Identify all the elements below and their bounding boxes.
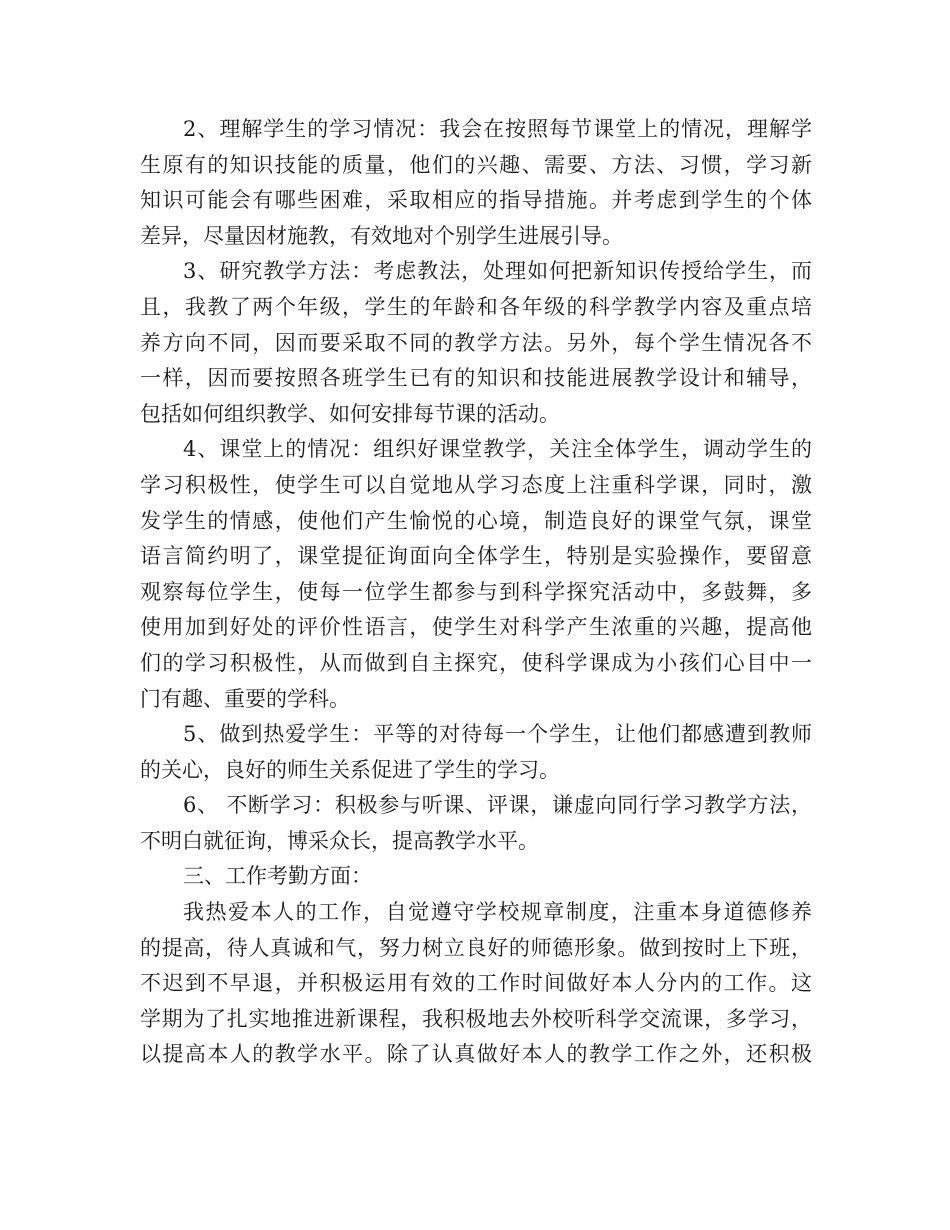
text-line: 包括如何组织教学、如何安排每节课的活动。: [140, 401, 560, 426]
text-line: 差异，尽量因材施教，有效地对个别学生进展引导。: [140, 223, 623, 248]
text-line: 学习积极性，使学生可以自觉地从学习态度上注重科学课，同时，激: [140, 472, 812, 497]
text-line: 以提高本人的教学水平。除了认真做好本人的教学工作之外，还积极: [140, 1042, 812, 1067]
text-line: 3、研究教学方法：考虑教法，处理如何把新知识传授给学生，而: [183, 259, 812, 284]
document-body: [140, 112, 812, 1073]
text-line: 我热爱本人的工作，自觉遵守学校规章制度，注重本身道德修养: [183, 900, 812, 925]
text-line: 6、 不断学习：积极参与听课、评课，谦虚向同行学习教学方法，: [183, 793, 812, 818]
text-line: 2、理解学生的学习情况：我会在按照每节课堂上的情况，理解学: [183, 117, 812, 141]
text-line: 发学生的情感，使他们产生愉悦的心境，制造良好的课堂气氛，课堂: [140, 508, 812, 533]
text-line: 门有趣、重要的学科。: [140, 686, 350, 711]
text-line: 的关心，良好的师生关系促进了学生的学习。: [140, 757, 560, 782]
text-line: 且，我教了两个年级，学生的年龄和各年级的科学教学内容及重点培: [140, 294, 812, 319]
text-line: 不明白就征询，博采众长，提高教学水平。: [140, 828, 539, 853]
text-line: 5、做到热爱学生：平等的对待每一个学生，让他们都感遭到教师: [183, 722, 812, 747]
text-line: 语言简约明了，课堂提征询面向全体学生，特别是实验操作，要留意: [140, 544, 812, 569]
text-line: 使用加到好处的评价性语言，使学生对科学产生浓重的兴趣，提高他: [140, 615, 812, 640]
text-line: 的提高，待人真诚和气，努力树立良好的师德形象。做到按时上下班，: [140, 935, 812, 960]
text-line: 知识可能会有哪些困难，采取相应的指导措施。并考虑到学生的个体: [140, 188, 812, 213]
text-line: 们的学习积极性，从而做到自主探究，使科学课成为小孩们心目中一: [140, 650, 812, 675]
text-line: 4、课堂上的情况：组织好课堂教学，关注全体学生，调动学生的: [183, 437, 812, 462]
text-line: 学期为了扎实地推进新课程，我积极地去外校听科学交流课，多学习，: [140, 1006, 812, 1031]
text-line: 三、工作考勤方面：: [183, 864, 372, 889]
text-line: 不迟到不早退，并积极运用有效的工作时间做好本人分内的工作。这: [140, 971, 812, 996]
text-line: 观察每位学生，使每一位学生都参与到科学探究活动中，多鼓舞，多: [140, 579, 812, 604]
text-line: 生原有的知识技能的质量，他们的兴趣、需要、方法、习惯，学习新: [140, 152, 812, 177]
text-line: 一样，因而要按照各班学生已有的知识和技能进展教学设计和辅导，: [140, 366, 812, 391]
text-line: 养方向不同，因而要采取不同的教学方法。另外，每个学生情况各不: [140, 330, 812, 355]
